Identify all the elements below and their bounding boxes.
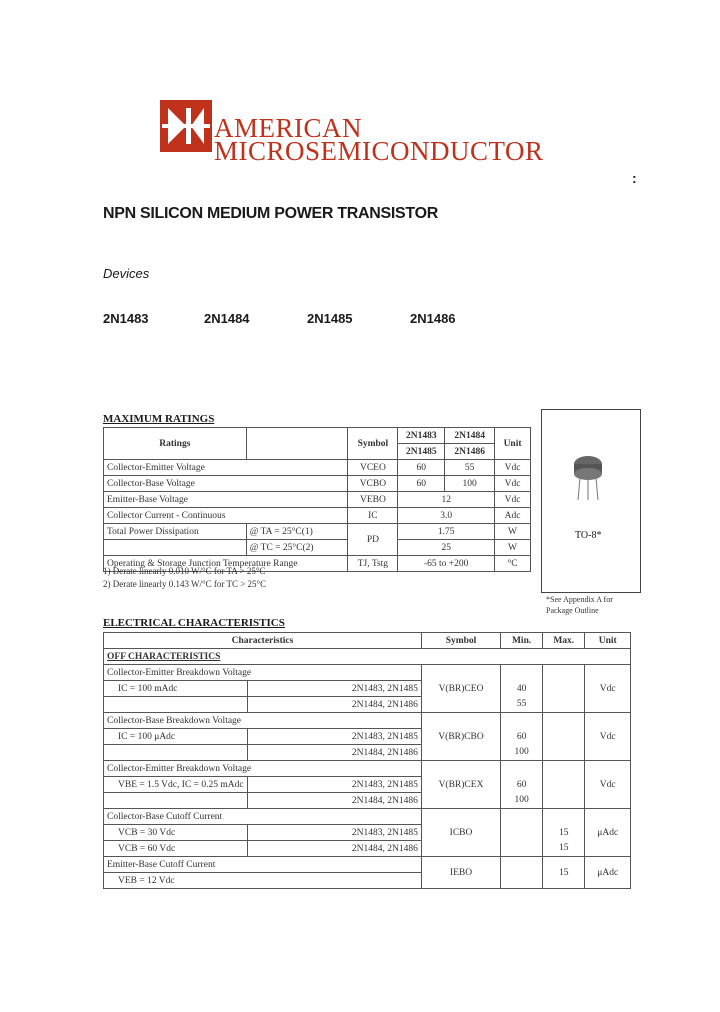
column-header: Max. <box>543 633 585 649</box>
table-row: Collector-Emitter Breakdown Voltage V(BR)CEO Vdc <box>104 665 631 681</box>
max-ratings-title: MAXIMUM RATINGS <box>103 413 215 425</box>
footnote: 1) Derate linearly 0.010 W/°C for TA > 25°C <box>103 566 266 576</box>
company-name-line2: MICROSEMICONDUCTOR <box>214 136 544 166</box>
devices-label: Devices <box>103 266 150 281</box>
table-header-row <box>104 633 631 649</box>
column-header: 2N1486 <box>445 444 495 460</box>
footnote: 2) Derate linearly 0.143 W/°C for TC > 25°C <box>103 579 267 589</box>
device-item: 2N1486 <box>410 311 456 326</box>
device-item: 2N1483 <box>103 311 149 326</box>
column-header: Symbol <box>348 428 398 460</box>
table-header-row <box>104 428 531 444</box>
company-name-line1: AMERICAN <box>214 113 363 143</box>
package-note: Package Outline <box>546 606 599 615</box>
document-title: NPN SILICON MEDIUM POWER TRANSISTOR <box>103 205 438 222</box>
column-header: Min. <box>501 633 543 649</box>
device-item: 2N1485 <box>307 311 353 326</box>
max-ratings-table <box>103 427 531 572</box>
table-row: @ TC = 25°C(2) 25 W <box>104 540 531 556</box>
table-row: Collector-Emitter Breakdown Voltage V(BR)CEX Vdc <box>104 761 631 777</box>
table-row: Emitter-Base Cutoff Current IEBO 15 μAdc <box>104 857 631 873</box>
table-row: Operating & Storage Junction Temperature Range TJ, Tstg -65 to +200 °C <box>104 556 531 572</box>
electrical-title: ELECTRICAL CHARACTERISTICS <box>103 617 285 629</box>
table-row: Emitter-Base Voltage VEBO 12 Vdc <box>104 492 531 508</box>
subsection-row: OFF CHARACTERISTICS <box>104 649 631 665</box>
table-row: Collector-Base Breakdown Voltage V(BR)CBO Vdc <box>104 713 631 729</box>
electrical-table: Characteristics Symbol Min. Max. Unit OFF CHARACTERISTICS Collector-Emitter Breakdown Voltage V(BR)CEO Vdc IC = 100 mAdc 2N1483, 2N1485 40 2N1484, 2N1486 55 Collector-Base Breakdown Voltage V(BR)CBO Vdc IC = 100 μAdc 2N1483, 2N1485 60 2N1484, 2N1486 100 Collector-Emitter Breakdown Voltage V(BR)CEX Vdc VBE = 1.5 Vdc, IC = 0.25 mAdc 2N1483, 2N1485 60 2N1484, 2N1486 100 Collector-Base Cutoff Current ICBO μAdc VCB = 30 Vdc 2N1483, 2N1485 15 VCB = 60 Vdc 2N1484, 2N1486 15 Emitter-Base Cutoff Current IEBO 15 μAdc VEB = 12 Vdc <box>103 632 631 889</box>
package-note: *See Appendix A for <box>546 595 613 604</box>
column-header: Symbol <box>421 633 500 649</box>
column-header: 2N1484 <box>445 428 495 444</box>
package-label: TO-8* <box>575 530 602 541</box>
table-row: Collector-Base Cutoff Current ICBO μAdc <box>104 809 631 825</box>
transistor-package-icon <box>568 452 608 502</box>
colon-mark: : <box>632 170 637 186</box>
column-header: Unit <box>495 428 531 460</box>
table-row: Total Power Dissipation @ TA = 25°C(1) PD 1.75 W <box>104 524 531 540</box>
table-row: Collector Current - Continuous IC 3.0 Adc <box>104 508 531 524</box>
column-header: Characteristics <box>104 633 422 649</box>
column-header: 2N1485 <box>398 444 445 460</box>
column-header: Unit <box>585 633 631 649</box>
column-header: Ratings <box>104 428 247 460</box>
table-row: Collector-Emitter Voltage VCEO 60 55 Vdc <box>104 460 531 476</box>
column-header: 2N1483 <box>398 428 445 444</box>
table-row: Collector-Base Voltage VCBO 60 100 Vdc <box>104 476 531 492</box>
device-item: 2N1484 <box>204 311 250 326</box>
company-logo-icon <box>160 100 212 152</box>
